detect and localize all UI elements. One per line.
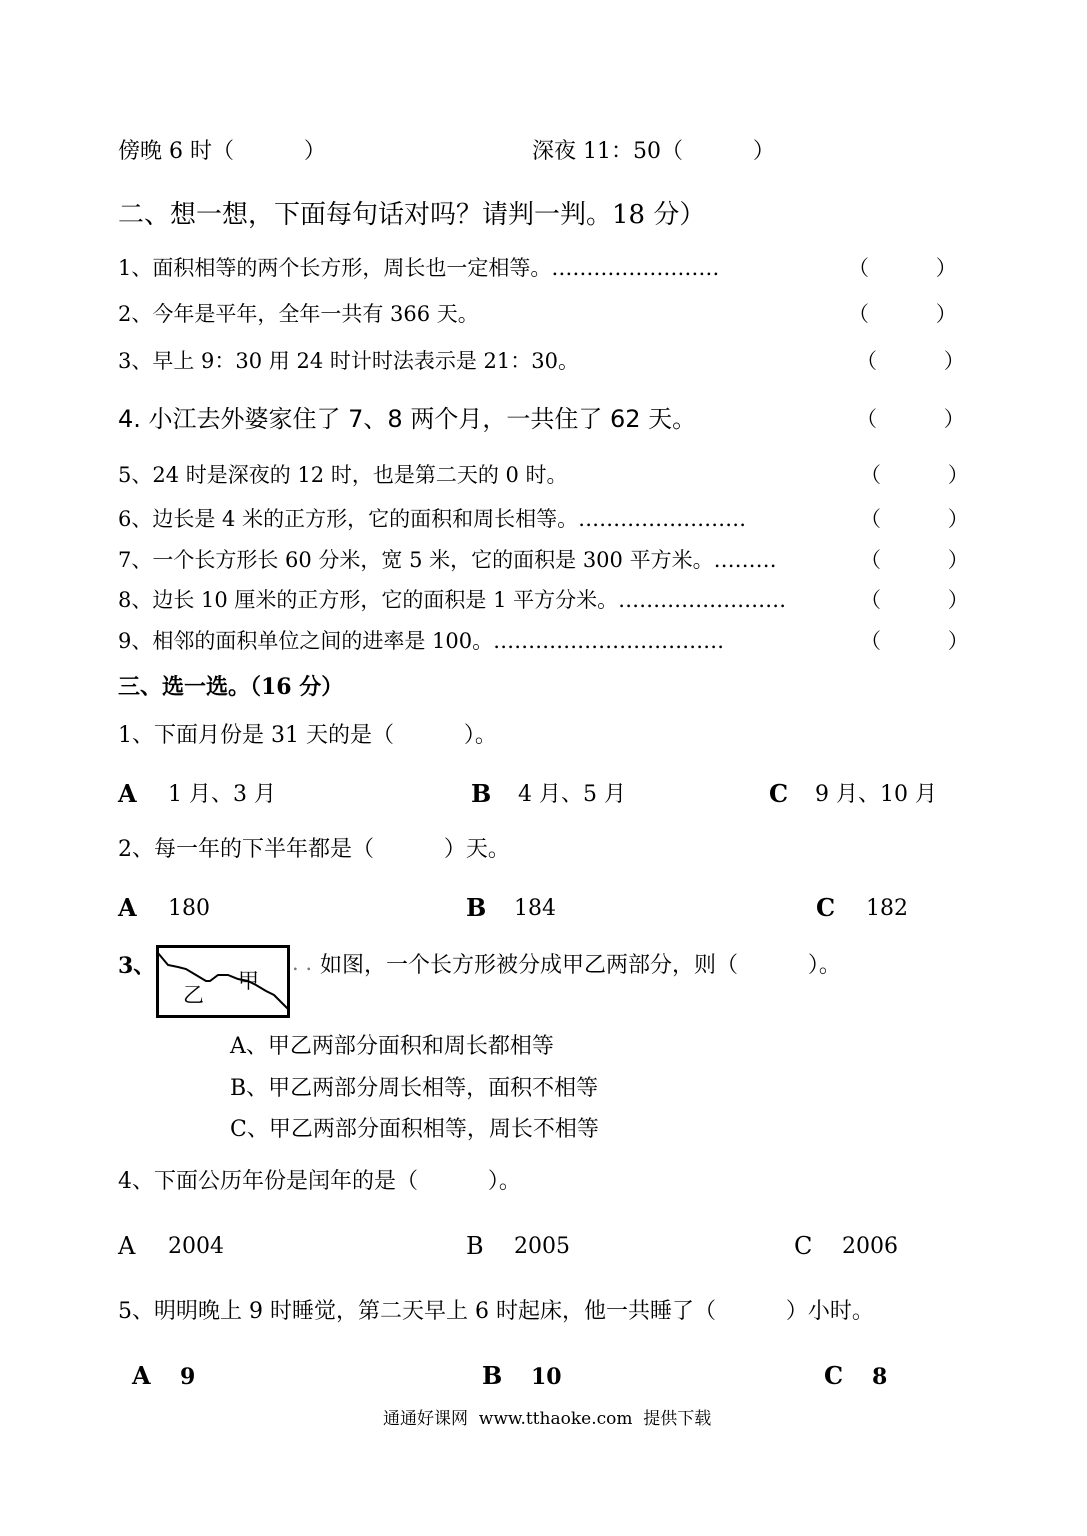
section3-heading: 三、选一选。（16 分） — [118, 674, 344, 700]
judge-item-3: 3、早上 9：30 用 24 时计时法表示是 21：30。 — [118, 349, 579, 373]
q4-option-c-text: 2006 — [842, 1234, 898, 1259]
q1-option-b-letter[interactable]: B — [471, 779, 492, 808]
q2-option-c-text: 182 — [866, 896, 908, 921]
q5-option-a-text: 9 — [180, 1364, 196, 1390]
choice-q2-stem: 2、每一年的下半年都是（ ）天。 — [118, 837, 510, 862]
rectangle-diagram-svg — [156, 945, 290, 1018]
choice-q3-number: 3、 — [118, 953, 156, 979]
judge-answer-8[interactable]: （ ） — [860, 588, 969, 612]
q4-option-a-text: 2004 — [168, 1234, 224, 1259]
q4-option-b-text: 2005 — [514, 1234, 570, 1259]
q1-option-a-letter[interactable]: A — [118, 779, 137, 808]
rectangle-diagram — [156, 945, 290, 1018]
top-right-question: 深夜 11：50（ ） — [532, 139, 775, 164]
choice-q1-stem: 1、下面月份是 31 天的是（ ）。 — [118, 723, 497, 748]
judge-answer-3[interactable]: （ ） — [856, 349, 965, 373]
q5-option-a-letter[interactable]: A — [132, 1361, 151, 1390]
q2-option-b-letter[interactable]: B — [466, 893, 487, 922]
q2-option-a-letter[interactable]: A — [118, 893, 137, 922]
q5-option-c-letter[interactable]: C — [824, 1361, 844, 1390]
judge-item-1: 1、面积相等的两个长方形，周长也一定相等。…………………… — [118, 256, 720, 280]
q2-option-a-text: 180 — [168, 896, 210, 921]
section2-heading: 二、想一想，下面每句话对吗？请判一判。18 分） — [118, 200, 706, 230]
q1-option-b-text: 4 月、5 月 — [518, 782, 626, 807]
q1-option-c-letter[interactable]: C — [769, 779, 789, 808]
judge-item-8: 8、边长 10 厘米的正方形，它的面积是 1 平方分米。…………………… — [118, 588, 787, 612]
q5-option-b-text: 10 — [531, 1364, 562, 1390]
judge-item-4: 4. 小江去外婆家住了 7、8 两个月，一共住了 62 天。 — [118, 405, 697, 433]
dividing-curve — [158, 953, 288, 1009]
judge-item-7: 7、一个长方形长 60 分米，宽 5 米，它的面积是 300 平方米。……… — [118, 548, 777, 572]
q3-option-a[interactable]: A、甲乙两部分面积和周长都相等 — [230, 1034, 554, 1059]
q4-option-a-letter[interactable]: A — [118, 1232, 136, 1260]
q2-option-c-letter[interactable]: C — [816, 893, 836, 922]
judge-item-6: 6、边长是 4 米的正方形，它的面积和周长相等。…………………… — [118, 507, 747, 531]
judge-answer-1[interactable]: （ ） — [848, 256, 957, 280]
top-left-question: 傍晚 6 时（ ） — [118, 139, 326, 164]
choice-q4-stem: 4、下面公历年份是闰年的是（ ）。 — [118, 1169, 521, 1194]
choice-q3-stem: 如图，一个长方形被分成甲乙两部分，则（ ）。 — [320, 953, 841, 978]
page-footer: 通通好课网 www.tthaoke.com 提供下载 — [383, 1409, 712, 1429]
q5-option-c-text: 8 — [872, 1364, 888, 1390]
q3-option-b[interactable]: B、甲乙两部分周长相等，面积不相等 — [230, 1076, 599, 1101]
judge-answer-9[interactable]: （ ） — [860, 629, 969, 653]
diagram-label-jia: 甲 — [238, 969, 259, 993]
choice-q5-stem: 5、明明晚上 9 时睡觉，第二天早上 6 时起床，他一共睡了（ ）小时。 — [118, 1299, 874, 1324]
q4-option-c-letter[interactable]: C — [794, 1232, 813, 1260]
q5-option-b-letter[interactable]: B — [482, 1361, 503, 1390]
judge-answer-2[interactable]: （ ） — [848, 302, 957, 326]
judge-answer-4[interactable]: （ ） — [856, 407, 965, 431]
judge-answer-6[interactable]: （ ） — [860, 507, 969, 531]
rectangle-outline — [158, 947, 289, 1017]
q1-option-c-text: 9 月、10 月 — [815, 782, 937, 807]
judge-answer-7[interactable]: （ ） — [860, 548, 969, 572]
q4-option-b-letter[interactable]: B — [466, 1232, 484, 1260]
q3-option-c[interactable]: C、甲乙两部分面积相等，周长不相等 — [230, 1117, 599, 1142]
diagram-label-yi: 乙 — [183, 983, 204, 1007]
judge-item-2: 2、今年是平年，全年一共有 366 天。 — [118, 302, 479, 326]
q2-option-b-text: 184 — [514, 896, 556, 921]
judge-item-5: 5、24 时是深夜的 12 时，也是第二天的 0 时。 — [118, 463, 568, 487]
q1-option-a-text: 1 月、3 月 — [168, 782, 276, 807]
judge-answer-5[interactable]: （ ） — [860, 463, 969, 487]
diagram-dotted-leader: . . — [292, 951, 313, 975]
judge-item-9: 9、相邻的面积单位之间的进率是 100。…………………………… — [118, 629, 725, 653]
